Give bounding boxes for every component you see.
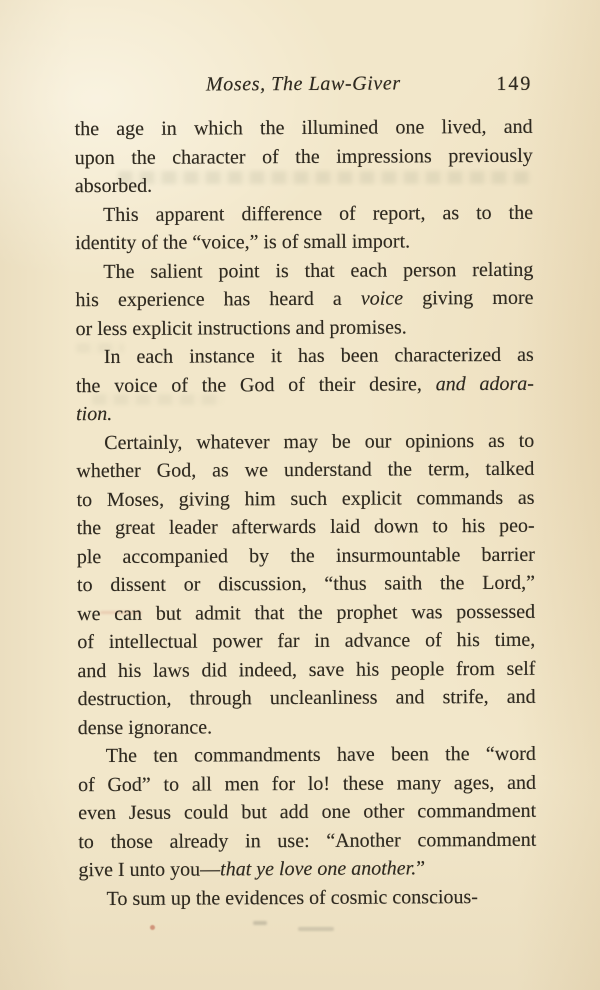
text-run: The salient point is that each person relating (103, 258, 534, 283)
paragraph (76, 426, 536, 742)
text-line (78, 740, 536, 771)
paragraph (79, 882, 537, 913)
text-run: to dissent or discussion, “thus saith the Lord,” (76, 571, 536, 597)
text-run: the age in which the illumined one lived, and (74, 115, 533, 141)
text-run: ” (416, 857, 426, 880)
text-line (77, 654, 535, 685)
text-run: the great leader afterwards laid down to his peo- (76, 514, 535, 540)
text-run: Certainly, whatever may be our opinions as to (104, 429, 535, 454)
text-line (78, 825, 536, 856)
text-run: even Jesus could but add one other commandment (78, 799, 537, 825)
text-line (75, 255, 533, 286)
text-run: of God” to all men for lo! these many ages, and (77, 771, 537, 796)
italic-text-run: tion. (76, 402, 113, 426)
italic-text-run: that ye love one another. (220, 857, 417, 881)
italic-text-run: voice (360, 287, 404, 310)
paragraph (75, 113, 533, 201)
running-header (74, 72, 532, 100)
text-line (78, 711, 536, 742)
text-run: identity of the “voice,” is of small import. (75, 230, 411, 255)
text-line (78, 768, 536, 799)
text-line (77, 569, 535, 600)
text-line (76, 341, 534, 372)
text-line (75, 284, 533, 315)
text-run: of intellectual power far in advance of his time, (77, 628, 536, 654)
text-run: we can but admit that the prophet was possessed (77, 600, 536, 625)
text-run: his experience has heard a (75, 287, 361, 312)
text-run: In each instance it has been characterized as (103, 343, 534, 369)
text-run: absorbed. (74, 174, 153, 198)
text-run: dense ignorance. (77, 715, 213, 739)
page-number: 149 (496, 72, 533, 95)
text-run: giving more (403, 286, 534, 310)
text-line (75, 141, 533, 172)
running-header-title: Moses, The Law-Giver (205, 72, 401, 96)
text-line (75, 198, 533, 229)
text-line (75, 170, 533, 201)
text-run: and his laws did indeed, save his people from self (77, 657, 536, 682)
text-run: give I unto you— (78, 858, 221, 882)
text-line (76, 369, 534, 400)
text-run: To sum up the evidences of cosmic conscious- (106, 885, 478, 910)
text-run: The ten commandments have been the “word (105, 742, 536, 768)
text-line (78, 683, 536, 714)
text-line (75, 227, 533, 258)
text-line (78, 797, 536, 828)
paragraph (76, 341, 534, 429)
text-run: or less explicit instructions and promises. (75, 315, 407, 340)
paragraph (75, 198, 533, 257)
text-run: to Moses, giving him such explicit commands as (76, 486, 535, 511)
text-line (76, 483, 534, 514)
text-run: upon the character of the impressions previously (74, 144, 533, 169)
paragraph (75, 255, 533, 343)
text-line (76, 455, 534, 486)
paragraph (78, 740, 537, 885)
text-line (78, 854, 536, 885)
text-line (75, 113, 533, 144)
text-run: the voice of the God of their desire, (75, 372, 436, 397)
text-line (79, 882, 537, 913)
text-run: whether God, as we understand the term, talked (76, 457, 535, 483)
text-run: to those already in use: “Another commandment (78, 828, 537, 853)
text-line (76, 426, 534, 457)
text-line (77, 540, 535, 571)
text-run: destruction, through uncleanliness and strife, and (77, 685, 536, 711)
text-line (77, 597, 535, 628)
text-line (77, 512, 535, 543)
italic-text-run: and adora- (435, 372, 534, 395)
text-run: This apparent difference of report, as to the (102, 201, 534, 226)
page-body (75, 113, 537, 913)
text-line (76, 312, 534, 343)
text-line (77, 626, 535, 657)
text-run: ple accompanied by the insurmountable barrier (76, 543, 535, 568)
text-line (76, 398, 534, 429)
